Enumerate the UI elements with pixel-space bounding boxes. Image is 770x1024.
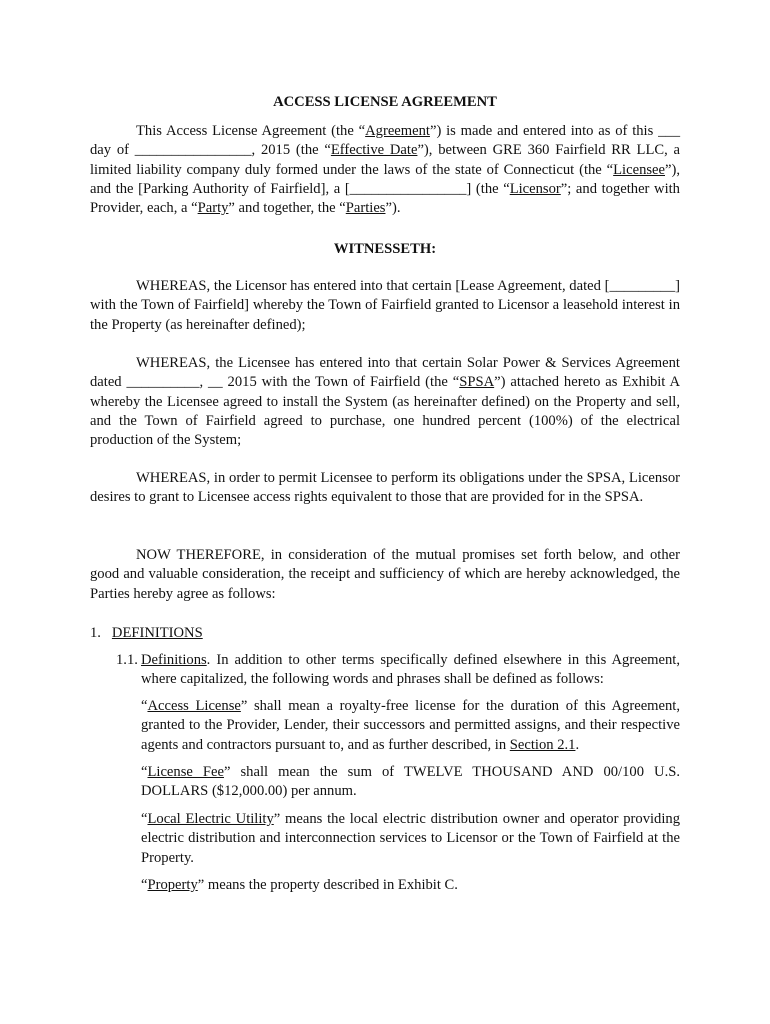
document-title: ACCESS LICENSE AGREEMENT: [273, 94, 497, 110]
intro-paragraph: [90, 122, 680, 218]
subsection-number: 1.1.: [116, 652, 138, 668]
whereas-paragraph-3: WHEREAS, in order to permit Licensee to perform its obligations under the SPSA, Licensor desires to grant to Licensee access rights equivalent to those that are provided for in the SPSA.: [90, 470, 680, 506]
section-number: 1.: [90, 625, 101, 641]
quote-mark: “: [141, 811, 148, 827]
definition-access-license: [141, 697, 680, 755]
intro-text: ”), and the [Parking Authority of Fairfield], a [________________] (the “: [90, 161, 680, 197]
now-therefore-paragraph: NOW THEREFORE, in consideration of the mutual promises set forth below, and other good and valuable consideration, the receipt and sufficiency of which are hereby acknowledged, the Parties hereby agree as follows:: [90, 547, 680, 602]
subsection-title: Definitions: [141, 652, 207, 668]
term-party: Party: [197, 200, 229, 217]
definition-text: ” shall mean the sum of TWELVE THOUSAND AND 00/100 U.S. DOLLARS ($12,000.00) per annum.: [141, 764, 680, 800]
term-licensee: Licensee: [613, 161, 665, 178]
whereas-paragraph-2: [90, 354, 680, 450]
term-effective-date: Effective Date: [330, 142, 418, 159]
subsection-1-1: [116, 651, 680, 690]
definition-text: ” means the local electric distribution owner and operator providing electric distribution and interconnection services to Licensor or the Town of Fairfield at the Property.: [141, 811, 680, 866]
subsection-text: . In addition to other terms specifically defined elsewhere in this Agreement, where capitalized, the following words and phrases shall be defined as follows:: [141, 652, 680, 688]
period: .: [575, 736, 580, 753]
term-agreement: Agreement: [365, 123, 430, 139]
intro-text: ”).: [385, 200, 401, 217]
intro-text: ”), between GRE 360 Fairfield RR LLC, a limited liability company duly formed under the laws of the state of Connecticut (the “: [90, 142, 680, 178]
definition-property: [141, 876, 680, 895]
term-spsa: SPSA: [459, 374, 495, 391]
definition-local-electric-utility: [141, 810, 680, 868]
intro-text: ”) is made and entered into as of this ___ day of ________________, 2015 (the “: [90, 123, 680, 159]
definition-text: ” shall mean a royalty-free license for the duration of this Agreement, granted to the Provider, Lender, their successors and permitted assigns, and their respective agents and contractors pursuant to, and as further described, in: [141, 698, 680, 753]
whereas-text: WHEREAS, the Licensee has entered into that certain Solar Power & Services Agreement dated __________, __ 2015 with the Town of Fairfield (the “: [90, 355, 680, 391]
intro-text: This Access License Agreement (the “: [136, 123, 366, 139]
term-license-fee: License Fee: [147, 764, 224, 780]
whereas-paragraph-1: WHEREAS, the Licensor has entered into that certain [Lease Agreement, dated [_________] with the Town of Fairfield] whereby the Town of Fairfield granted to Licensor a leasehold interest in the Property (as hereinafter defined);: [90, 278, 680, 333]
intro-text: ” and together, the “: [228, 200, 346, 217]
term-licensor: Licensor: [509, 180, 561, 197]
term-local-electric-utility: Local Electric Utility: [147, 811, 274, 827]
section-reference: Section 2.1: [509, 736, 576, 753]
quote-mark: “: [141, 764, 148, 780]
intro-text: ”; and together with Provider, each, a “: [90, 180, 680, 217]
definition-license-fee: [141, 763, 680, 802]
quote-mark: “: [141, 698, 148, 714]
section-1-heading: [90, 624, 690, 643]
quote-mark: “: [141, 877, 148, 893]
witnesseth-heading: WITNESSETH:: [333, 241, 437, 257]
definition-text: ” means the property described in Exhibit C.: [197, 877, 458, 893]
whereas-text: ”) attached hereto as Exhibit A whereby the Licensee agreed to install the System (as hereinafter defined) on the Property and sell, and the Town of Fairfield agreed to purchase, one hundred percent (100%) of the electrical production of the System;: [90, 374, 680, 449]
term-parties: Parties: [345, 200, 386, 217]
term-access-license: Access License: [147, 698, 241, 714]
term-property: Property: [147, 877, 198, 893]
section-title: DEFINITIONS: [111, 625, 203, 641]
